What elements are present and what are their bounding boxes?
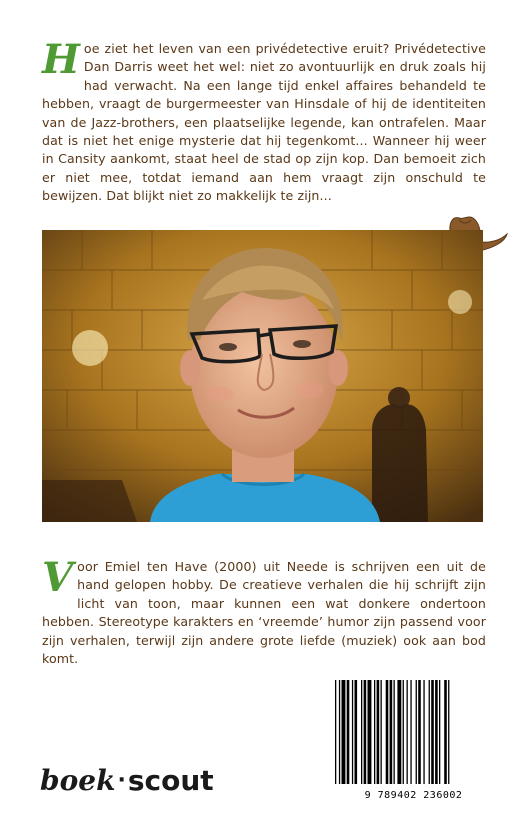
drop-cap: V	[42, 554, 74, 601]
publisher-logo	[40, 764, 214, 797]
barcode-bar	[335, 680, 336, 784]
barcode-bar	[448, 680, 449, 784]
barcode-bar	[381, 680, 382, 784]
barcode-bar	[418, 680, 421, 784]
barcode-bar	[377, 680, 380, 784]
barcode-bar	[390, 680, 393, 784]
isbn-barcode	[331, 678, 496, 800]
barcode-bar	[431, 680, 434, 784]
barcode-bar	[439, 680, 440, 784]
publisher-logo-part1: boek	[40, 764, 116, 797]
barcode-bar	[339, 680, 340, 784]
publisher-logo-part2: scout	[127, 764, 214, 797]
barcode-bar	[423, 680, 424, 784]
barcode-bar	[364, 680, 367, 784]
barcode-bar	[347, 680, 350, 784]
barcode-bar	[361, 680, 362, 784]
barcode-bar	[352, 680, 353, 784]
drop-cap: H	[42, 36, 80, 83]
barcode-bar	[394, 680, 395, 784]
barcode-bar	[386, 680, 389, 784]
bio-text: oor Emiel ten Have (2000) uit Neede is schrijven een uit de hand gelopen hobby. De creatieve verhalen die hij schrijft zijn licht van toon, maar kunnen een wat donkere ondertoon hebben. Stereotype karakters en ‘vreemde’ humor zijn passend voor zijn verhalen, terwijl zijn andere grote liefde (muziek) ook aan bod komt.	[42, 559, 486, 667]
barcode-bar	[374, 680, 375, 784]
barcode-bar	[429, 680, 430, 784]
blurb-text: oe ziet het leven van een privédetective eruit? Privédetective Dan Darris weet het wel: niet zo avontuurlijk en druk zoals hij had verwacht. Na een lange tijd enkel affaires behandeld te hebben, vraagt de burgermeester van Hinsdale of hij de identiteiten van de Jazz-brothers, een plaatselijke legende, kan ontrafelen. Maar dat is niet het enige mysterie dat hij tegenkomt... Wanneer hij weer in Cansity aankomt, staat heel de stad op zijn kop. Dan bemoeit zich er niet mee, totdat iemand aan hem vraagt zijn onschuld te bewijzen. Dat blijkt niet zo makkelijk te zijn...	[42, 41, 486, 204]
barcode-bar	[342, 680, 346, 784]
barcode-bar	[407, 680, 408, 784]
barcode-bar	[403, 680, 404, 784]
barcode-bar	[397, 680, 401, 784]
barcode-bar	[416, 680, 417, 784]
back-cover-blurb	[42, 36, 486, 206]
barcode-bar	[368, 680, 372, 784]
publisher-logo-separator: ·	[117, 768, 126, 793]
author-photo	[42, 230, 483, 522]
isbn-number: 9 789402 236002	[364, 790, 463, 801]
barcode-bar	[355, 680, 358, 784]
barcode-bar	[410, 680, 411, 784]
author-bio	[42, 554, 486, 668]
barcode-bar	[444, 680, 447, 784]
barcode-bar	[435, 680, 438, 784]
